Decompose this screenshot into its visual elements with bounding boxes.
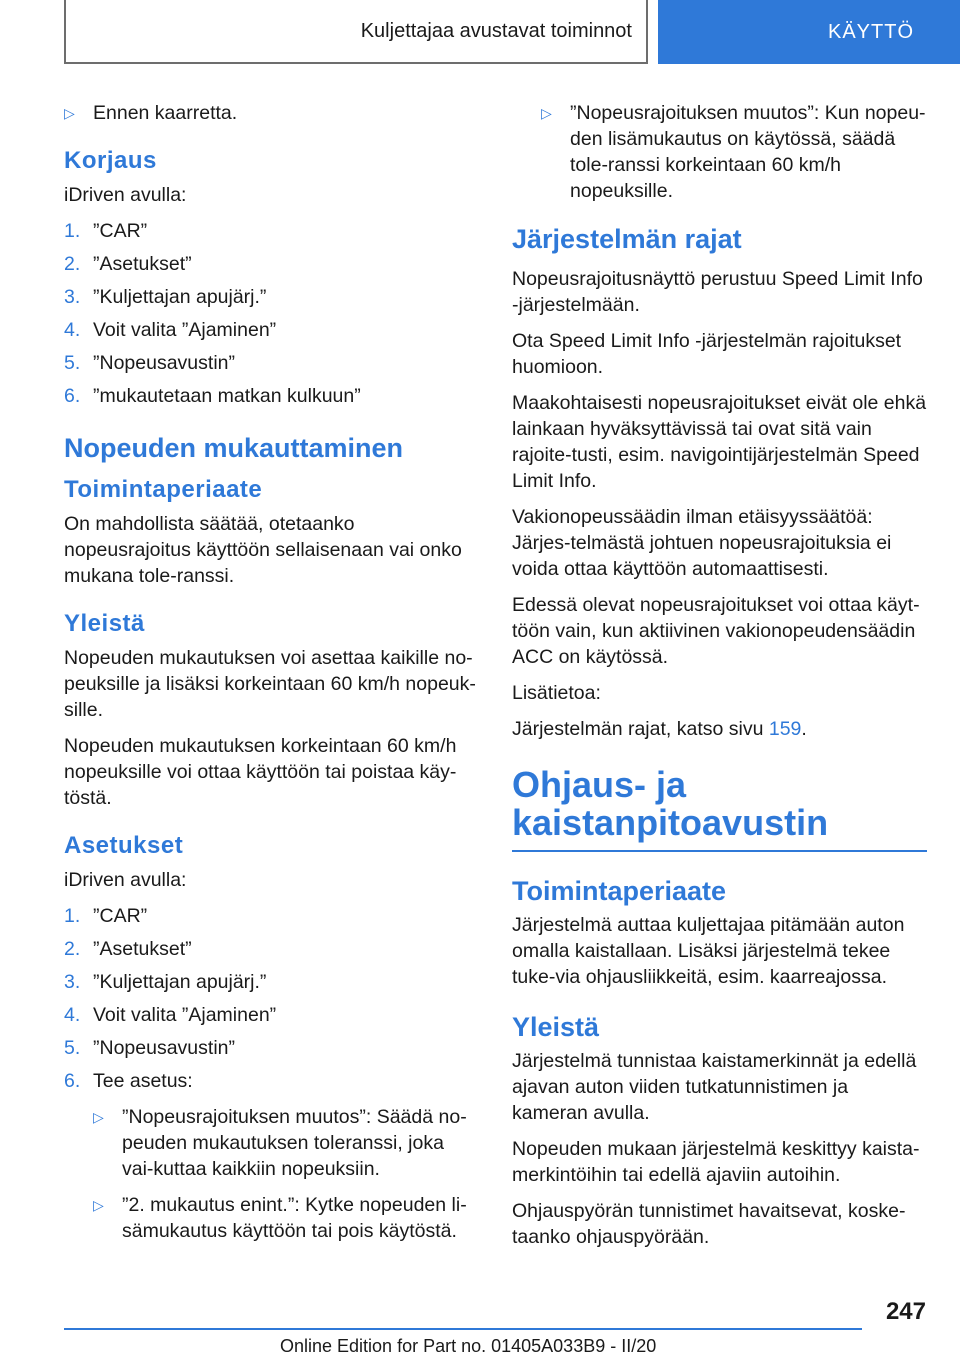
bullet-item: [64, 100, 479, 126]
triangle-bullet-icon: ▷: [541, 105, 552, 121]
korjaus-intro: iDriven avulla:: [64, 184, 187, 206]
heading-toimintaperiaate: Toimintaperiaate: [64, 476, 263, 503]
step-text: ”mukautetaan matkan kulkuun”: [93, 385, 361, 407]
yleista-right-paragraph-1: Järjestelmä tunnistaa kaistamerkinnät ja edellä ajavan auton viiden tutkatunnistimen ja kameran avulla.: [512, 1050, 917, 1124]
step-number: 2.: [64, 938, 81, 960]
step-number: 5.: [64, 352, 81, 374]
step-number: 4.: [64, 1004, 81, 1026]
list-item: [64, 969, 479, 995]
list-item: [64, 1035, 479, 1061]
bullet-text: Ennen kaarretta.: [93, 102, 238, 124]
step-number: 6.: [64, 385, 81, 407]
step-text: ”Asetukset”: [93, 938, 192, 960]
bullet-item: [541, 100, 927, 204]
heading-yleista-right: Yleistä: [512, 1012, 600, 1042]
yleista-right-paragraph-3: Ohjauspyörän tunnistimet havaitsevat, koske-taanko ohjauspyörään.: [512, 1200, 906, 1248]
cross-reference: [512, 716, 927, 742]
asetukset-steps: [64, 903, 479, 1254]
step-text: ”Asetukset”: [93, 253, 192, 275]
heading-nopeuden-mukauttaminen: Nopeuden mukauttaminen: [64, 433, 404, 463]
heading-toimintaperiaate-right: Toimintaperiaate: [512, 876, 727, 906]
rajat-paragraph-2: Ota Speed Limit Info -järjestelmän rajoitukset huomioon.: [512, 330, 902, 378]
triangle-bullet-icon: ▷: [93, 1109, 104, 1125]
step-number: 3.: [64, 971, 81, 993]
list-item: [64, 1068, 479, 1254]
list-item: [64, 218, 479, 244]
yleista-paragraph-2: Nopeuden mukautuksen korkeintaan 60 km/h nopeuksille voi ottaa käyttöön tai poistaa käy-töstä.: [64, 735, 457, 809]
page-reference-link[interactable]: 159: [768, 718, 802, 740]
right-column: [512, 100, 927, 1260]
rajat-paragraph-3: Maakohtaisesti nopeusrajoitukset eivät ole ehkä lainkaan hyväksyttävissä tai ovat sitä vain rajoite-tusti, esim. navigointijärjestelmän Speed Limit Info.: [512, 392, 927, 492]
lisatietoa-label: Lisätietoa:: [512, 682, 601, 704]
toimintaperiaate-text: On mahdollista säätää, otetaanko nopeusrajoitus käyttöön sellaisenaan vai onko mukana tole-ranssi.: [64, 513, 462, 587]
bullet-text: ”Nopeusrajoituksen muutos”: Kun nopeu-den lisämukautus on käytössä, säädä tole-ranssi korkeintaan 60 km/h nopeuksille.: [570, 102, 926, 202]
footer-edition: Online Edition for Part no. 01405A033B9 - II/20: [280, 1336, 657, 1356]
list-item: [64, 251, 479, 277]
heading-asetukset: Asetukset: [64, 832, 184, 859]
step-text: Tee asetus:: [93, 1070, 193, 1092]
list-item: [64, 350, 479, 376]
step-number: 2.: [64, 253, 81, 275]
step-number: 1.: [64, 220, 81, 242]
reference-text: Järjestelmän rajat, katso sivu: [512, 718, 769, 740]
bullet-text: ”Nopeusrajoituksen muutos”: Säädä no-peuden mukautuksen toleranssi, joka vai-kuttaa kaikkiin nopeuksiin.: [122, 1106, 467, 1180]
heading-jarjestelman-rajat: Järjestelmän rajat: [512, 224, 742, 254]
rajat-paragraph-1: Nopeusrajoitusnäyttö perustuu Speed Limit Info -järjestelmään.: [512, 268, 923, 316]
header-section-title: [64, 0, 648, 64]
step-number: 1.: [64, 905, 81, 927]
step-number: 3.: [64, 286, 81, 308]
heading-yleista: Yleistä: [64, 610, 145, 637]
list-item: [64, 383, 479, 409]
triangle-bullet-icon: ▷: [64, 105, 75, 121]
heading-ohjaus-ja-kaistanpitoavustin: Ohjaus- ja kaistanpitoavustin: [512, 766, 927, 852]
bullet-item: [93, 1104, 479, 1182]
step-number: 4.: [64, 319, 81, 341]
step-text: ”CAR”: [93, 220, 148, 242]
asetukset-intro: iDriven avulla:: [64, 869, 187, 891]
header-chapter-tab: [658, 0, 960, 64]
step-text: Voit valita ”Ajaminen”: [93, 319, 277, 341]
reference-end: .: [801, 718, 807, 740]
yleista-paragraph-1: Nopeuden mukautuksen voi asettaa kaikille no-peuksille ja lisäksi korkeintaan 60 km/h nopeuk-sille.: [64, 647, 476, 721]
triangle-bullet-icon: ▷: [93, 1197, 104, 1213]
heading-korjaus: Korjaus: [64, 147, 157, 174]
step-text: Voit valita ”Ajaminen”: [93, 1004, 277, 1026]
list-item: [64, 317, 479, 343]
bullet-text: ”2. mukautus enint.”: Kytke nopeuden li-sämukautus käyttöön tai pois käytöstä.: [122, 1194, 467, 1242]
list-item: [64, 936, 479, 962]
list-item: [64, 284, 479, 310]
step-text: ”Kuljettajan apujärj.”: [93, 971, 267, 993]
footer-rule: [64, 1328, 862, 1330]
section-title-text: Kuljettajaa avustavat toiminnot: [360, 19, 632, 42]
step-number: 6.: [64, 1070, 81, 1092]
bullet-item: [93, 1192, 479, 1244]
step-number: 5.: [64, 1037, 81, 1059]
korjaus-steps: [64, 218, 479, 409]
left-column: [64, 100, 479, 1264]
toiminta-text: Järjestelmä auttaa kuljettajaa pitämään auton omalla kaistallaan. Lisäksi järjestelmä tekee tuke-via ohjausliikkeitä, esim. kaarreajossa.: [512, 914, 905, 988]
list-item: [64, 1002, 479, 1028]
rajat-paragraph-4: Vakionopeussäädin ilman etäisyyssäätöä: Järjes-telmästä johtuen nopeusrajoituksia ei voida ottaa käyttöön automaattisesti.: [512, 506, 892, 580]
list-item: [64, 903, 479, 929]
step-text: ”Kuljettajan apujärj.”: [93, 286, 267, 308]
step-text: ”Nopeusavustin”: [93, 352, 235, 374]
step-text: ”Nopeusavustin”: [93, 1037, 235, 1059]
yleista-right-paragraph-2: Nopeuden mukaan järjestelmä keskittyy kaista-merkintöihin tai edellä ajaviin autoihin.: [512, 1138, 920, 1186]
chapter-tab-text: KÄYTTÖ: [828, 20, 915, 43]
step-text: ”CAR”: [93, 905, 148, 927]
rajat-paragraph-5: Edessä olevat nopeusrajoitukset voi ottaa käyt-töön vain, kun aktiivinen vakionopeudensäädin ACC on käytössä.: [512, 594, 920, 668]
sub-bullet-list: [93, 1104, 479, 1244]
page-number: 247: [885, 1298, 926, 1325]
